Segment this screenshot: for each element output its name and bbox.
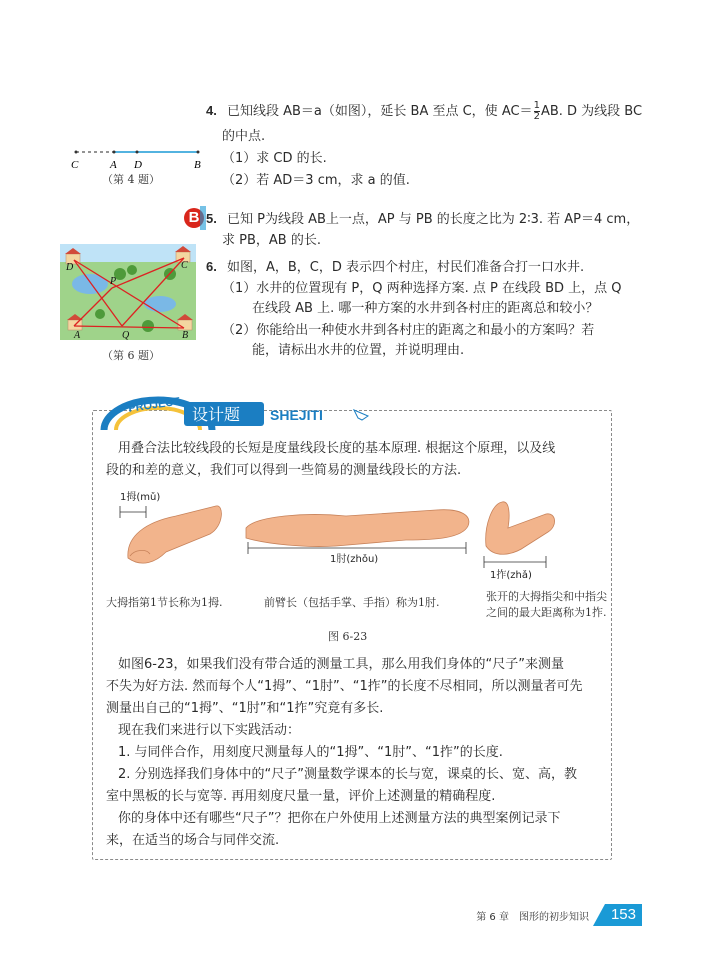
- sub-question: （1）水井的位置现有 P，Q 两种选择方案. 点 P 在线段 BD 上，点 Q: [222, 281, 622, 296]
- project-banner: [96, 384, 396, 432]
- point-label: B: [182, 330, 189, 340]
- point-label: A: [110, 159, 117, 171]
- body-ruler-figure: [106, 486, 606, 596]
- sub-question: （1）求 CD 的长.: [222, 151, 327, 166]
- fraction: $\frac{1}{2}$: [533, 100, 540, 122]
- activity-item: 室中黑板的长与宽等. 再用刻度尺量一量，评价上述测量的精确程度.: [106, 789, 496, 804]
- village-map-figure: [60, 244, 196, 340]
- point-label: D: [134, 159, 142, 171]
- point-label: Q: [122, 330, 130, 340]
- figure-caption: 前臂长（包括手掌、手指）称为1肘.: [264, 596, 440, 609]
- activity-item: 2. 分别选择我们身体中的“尺子”测量数学课本的长与宽，课桌的长、宽、高，教: [118, 767, 578, 782]
- activity-item: 1. 与同伴合作，用刻度尺测量每人的“1拇”、“1肘”、“1拃”的长度.: [118, 745, 503, 760]
- problem-text: 已知线段 AB＝a（如图），延长 BA 至点 C，使 AC＝: [226, 104, 533, 119]
- banner-word: PROJECT: [127, 395, 181, 415]
- figure-caption: 张开的大拇指尖和中指尖: [486, 590, 607, 603]
- problem-number: 6.: [206, 259, 217, 274]
- figure-caption: （第 6 题）: [102, 349, 160, 362]
- sub-question: 能，请标出水井的位置，并说明理由.: [252, 343, 465, 358]
- point-label: C: [71, 159, 79, 171]
- forearm-unit-label: 1肘(zhǒu): [330, 554, 379, 565]
- span-hand-illustration: [484, 502, 555, 581]
- forearm-illustration: [246, 510, 469, 565]
- thumb-hand-illustration: [120, 490, 221, 563]
- figure-caption: 之间的最大距离称为1拃.: [486, 606, 607, 619]
- problem-number: 4.: [206, 103, 217, 118]
- point-label: A: [74, 330, 81, 340]
- point-label: C: [181, 260, 188, 271]
- problem-text: 已知 P为线段 AB上一点，AP 与 PB 的长度之比为 2∶3. 若 AP＝4 cm，: [226, 212, 640, 227]
- segment-figure: [62, 140, 212, 174]
- project-pinyin: SHEJITI: [270, 407, 323, 423]
- point-label: D: [66, 262, 74, 273]
- point-label: B: [194, 159, 201, 171]
- sub-question: 在线段 AB 上. 哪一种方案的水井到各村庄的距离总和较小？: [252, 301, 599, 316]
- figure-caption: 大拇指第1节长称为1拇.: [106, 596, 223, 609]
- level-badge: B: [184, 208, 204, 228]
- problem-text: 求 PB，AB 的长.: [222, 233, 321, 248]
- sub-question: （2）若 AD＝3 cm，求 a 的值.: [222, 173, 410, 188]
- chapter-title: 第 6 章 图形的初步知识: [476, 911, 589, 923]
- figure-caption: （第 4 题）: [102, 173, 160, 186]
- span-unit-label: 1拃(zhǎ): [490, 570, 532, 581]
- page-footer: [476, 904, 642, 926]
- project-title: 设计题: [192, 405, 241, 424]
- problem-text: 如图，A，B，C，D 表示四个村庄，村民们准备合打一口水井.: [226, 260, 585, 275]
- page-number: 153: [605, 904, 642, 926]
- footer-tab-icon: [593, 904, 605, 926]
- problem-text: 的中点.: [222, 129, 266, 144]
- problem-text: AB. D 为线段 BC: [540, 104, 643, 119]
- point-label: P: [110, 276, 117, 287]
- problem-number: 5.: [206, 211, 217, 226]
- figure-number: 图 6-23: [328, 630, 368, 643]
- sub-question: （2）你能给出一种使水井到各村庄的距离之和最小的方案吗？若: [222, 323, 595, 338]
- thumb-unit-label: 1拇(mǔ): [120, 492, 161, 503]
